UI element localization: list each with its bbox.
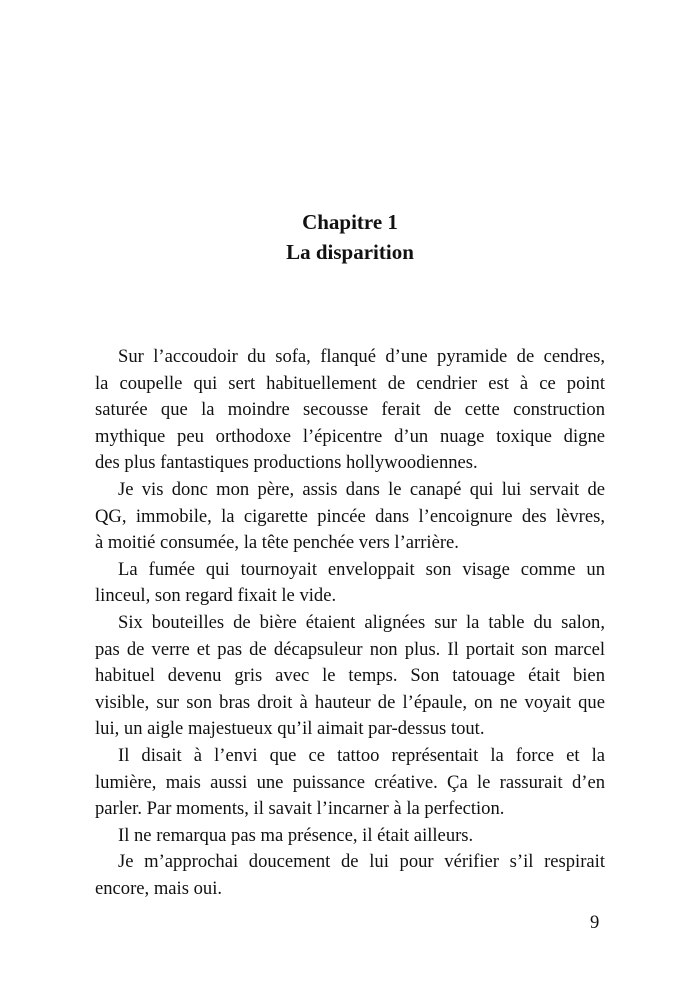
text-line: Je m’approchai doucement de lui pour vérifier s’il respirait <box>118 851 605 873</box>
text-line: visible, sur son bras droit à hauteur de l’épaule, on ne voyait que <box>95 691 605 713</box>
page-number: 9 <box>590 912 600 933</box>
chapter-title: La disparition <box>286 240 414 264</box>
paragraph <box>95 557 605 610</box>
text-line: lumière, mais aussi une puissance créative. Ça le rassurait d’en <box>95 771 605 793</box>
text-line: habituel devenu gris avec le temps. Son tatouage était bien <box>95 665 605 687</box>
text-line: parler. Par moments, il savait l’incarner à la perfection. <box>95 798 505 820</box>
text-line: des plus fantastiques productions hollywoodiennes. <box>95 452 478 474</box>
text-line: Sur l’accoudoir du sofa, flanqué d’une pyramide de cendres, <box>118 346 605 367</box>
text-line: mythique peu orthodoxe l’épicentre d’un nuage toxique digne <box>95 425 605 447</box>
text-line: Je vis donc mon père, assis dans le canapé qui lui servait de <box>118 478 605 500</box>
paragraph <box>95 477 605 557</box>
chapter-number: Chapitre 1 <box>302 210 398 234</box>
paragraph <box>95 823 605 850</box>
text-line: Il ne remarqua pas ma présence, il était ailleurs. <box>118 824 474 846</box>
paragraph <box>95 849 605 902</box>
text-line: QG, immobile, la cigarette pincée dans l’encoignure des lèvres, <box>95 505 605 527</box>
text-line: linceul, son regard fixait le vide. <box>95 585 337 607</box>
text-line: Six bouteilles de bière étaient alignées sur la table du salon, <box>118 611 605 633</box>
paragraph <box>95 743 605 823</box>
paragraph <box>95 610 605 743</box>
chapter-body <box>95 344 605 902</box>
text-line: pas de verre et pas de décapsuleur non plus. Il portait son marcel <box>95 638 605 660</box>
text-line: encore, mais oui. <box>95 877 223 899</box>
text-line: La fumée qui tournoyait enveloppait son visage comme un <box>118 558 605 580</box>
text-line: saturée que la moindre secousse ferait de cette construction <box>95 399 605 421</box>
paragraph <box>95 344 605 477</box>
text-line: la coupelle qui sert habituellement de cendrier est à ce point <box>95 372 605 394</box>
text-line: lui, un aigle majestueux qu’il aimait par-dessus tout. <box>95 718 485 740</box>
text-line: Il disait à l’envi que ce tattoo représentait la force et la <box>118 744 605 766</box>
text-line: à moitié consumée, la tête penchée vers l’arrière. <box>95 532 459 554</box>
